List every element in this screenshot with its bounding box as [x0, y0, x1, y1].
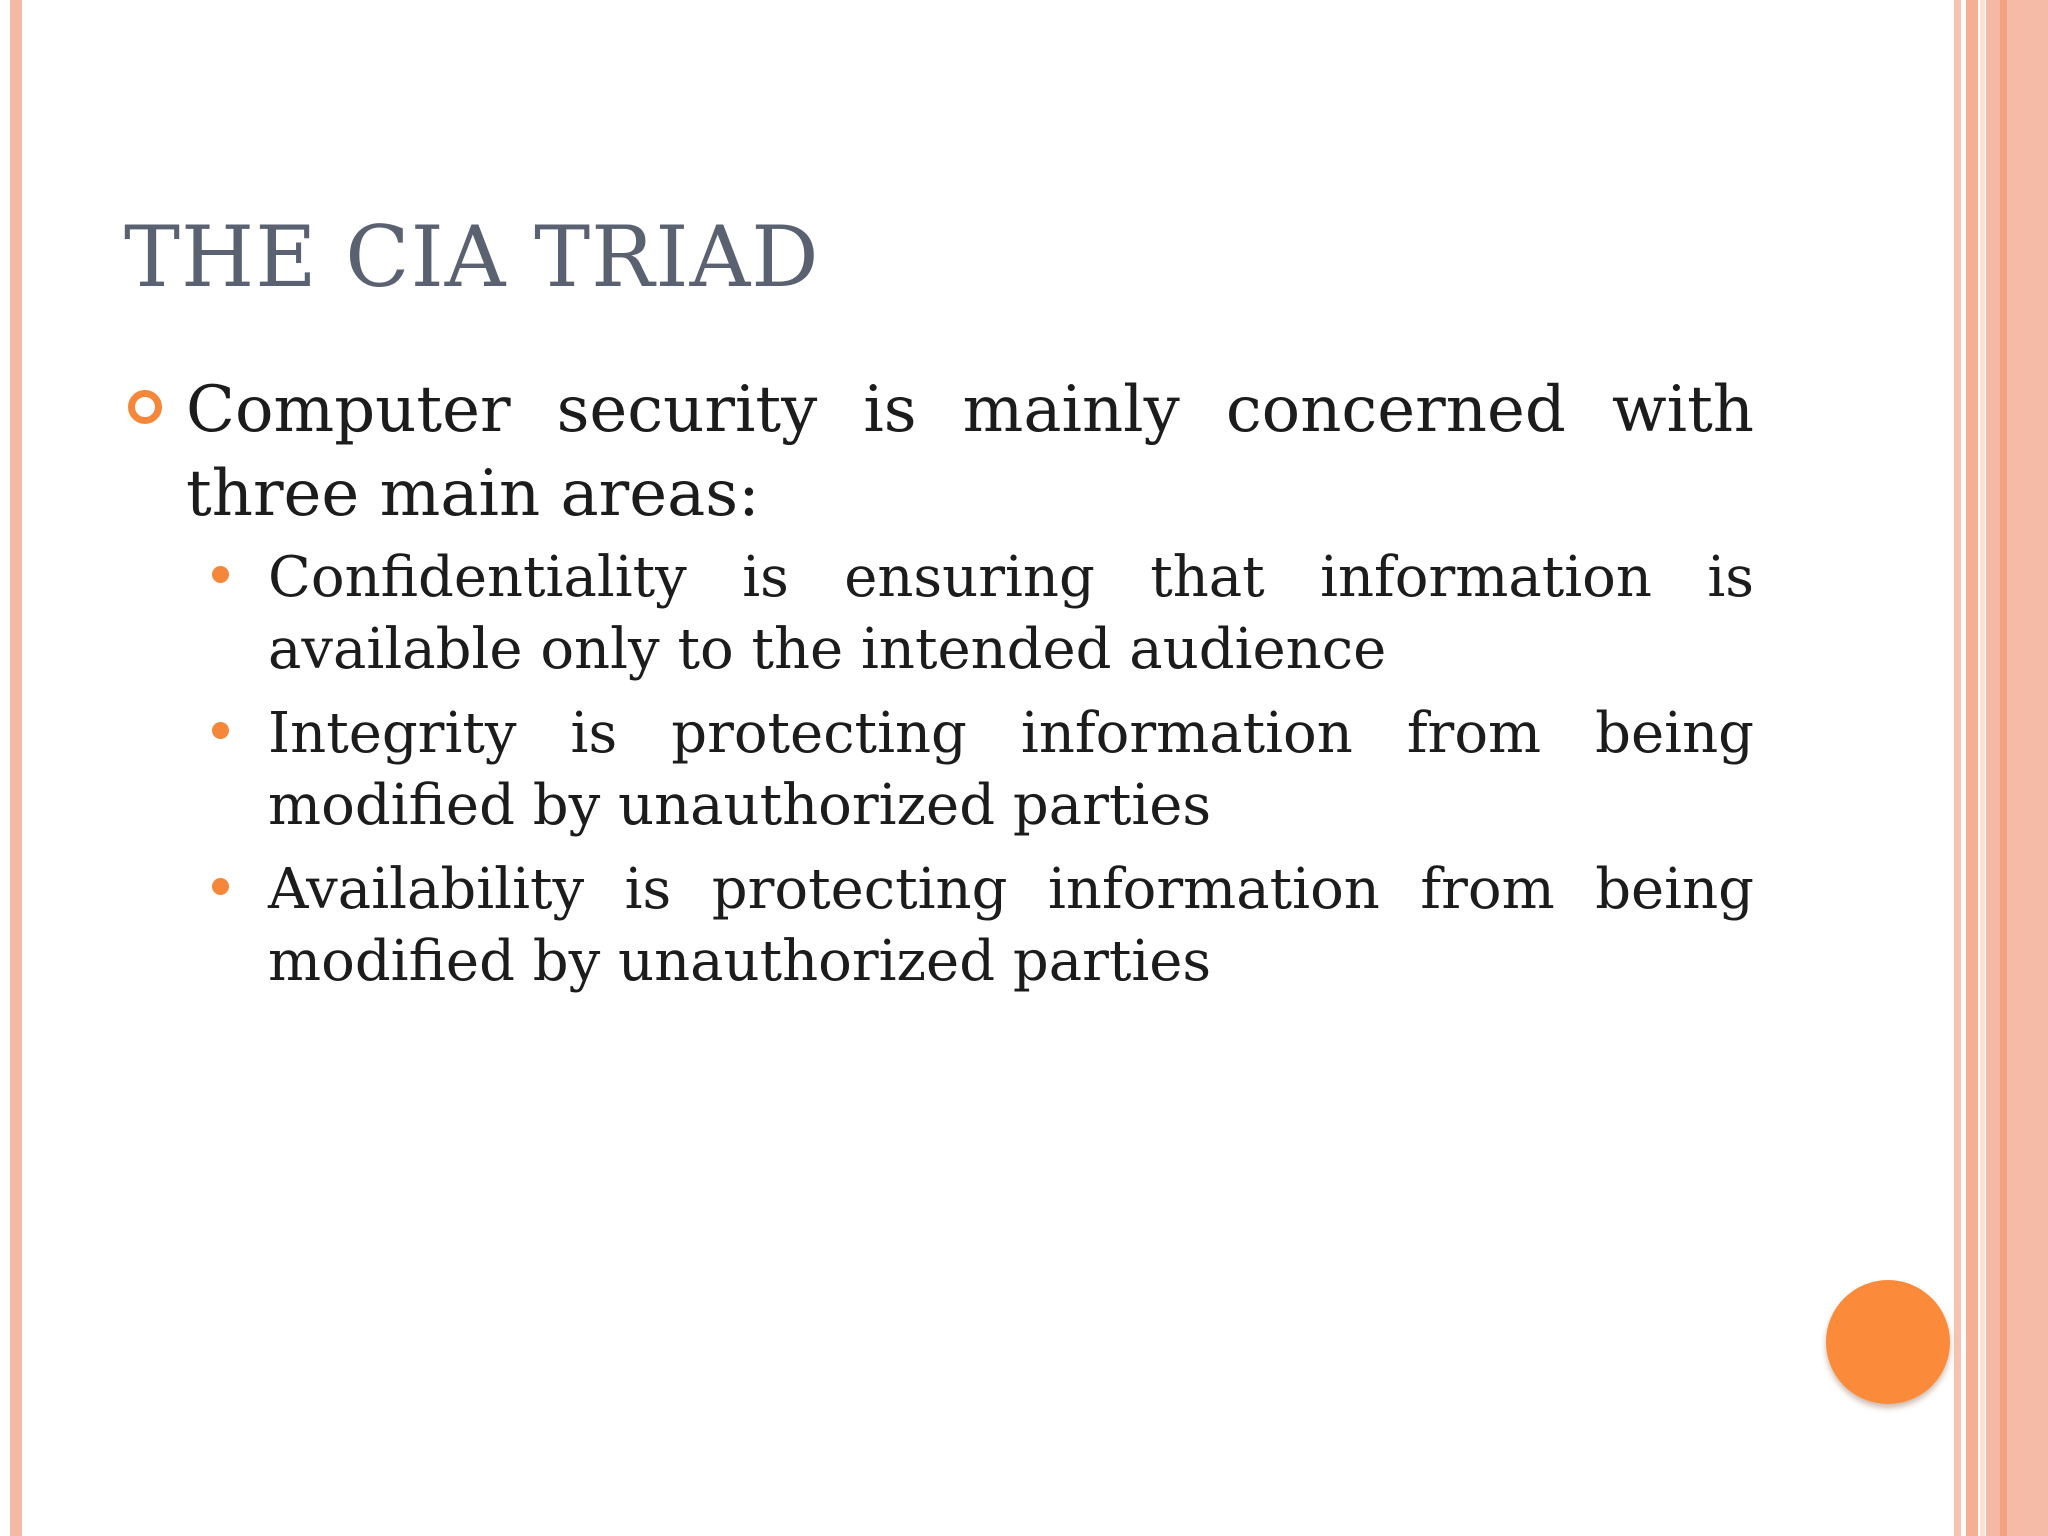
left-border-band	[10, 0, 22, 1536]
sub-bullet-text: Availability is protecting information from being modified by unauthorized parties	[268, 857, 1754, 994]
right-border-stripe	[1986, 0, 2000, 1536]
orange-circle-icon	[1826, 1280, 1950, 1404]
sub-bullet-text: Confidentiality is ensuring that information is available only to the intended audience	[268, 545, 1754, 682]
right-border-stripe	[2007, 0, 2048, 1536]
sub-bullet-item	[206, 542, 1754, 686]
sub-bullet-text: Integrity is protecting information from being modified by unauthorized parties	[268, 701, 1754, 838]
sub-bullet-item	[206, 698, 1754, 842]
right-border-stripe	[1966, 0, 1978, 1536]
slide-title: THE CIA TRIAD	[124, 208, 820, 306]
ring-bullet-icon	[128, 390, 162, 424]
right-border-stripe	[2000, 0, 2007, 1536]
dot-bullet-icon	[212, 722, 229, 739]
bullet-text: Computer security is mainly concerned with three main areas:	[186, 373, 1754, 531]
dot-bullet-icon	[212, 878, 229, 895]
bullet-list	[124, 368, 1754, 1010]
dot-bullet-icon	[212, 566, 229, 583]
sub-bullet-item	[206, 854, 1754, 998]
right-border-stripe	[1980, 0, 1985, 1536]
bullet-item	[124, 368, 1754, 536]
sub-bullet-list	[124, 542, 1754, 998]
right-border-stripe	[1954, 0, 1961, 1536]
